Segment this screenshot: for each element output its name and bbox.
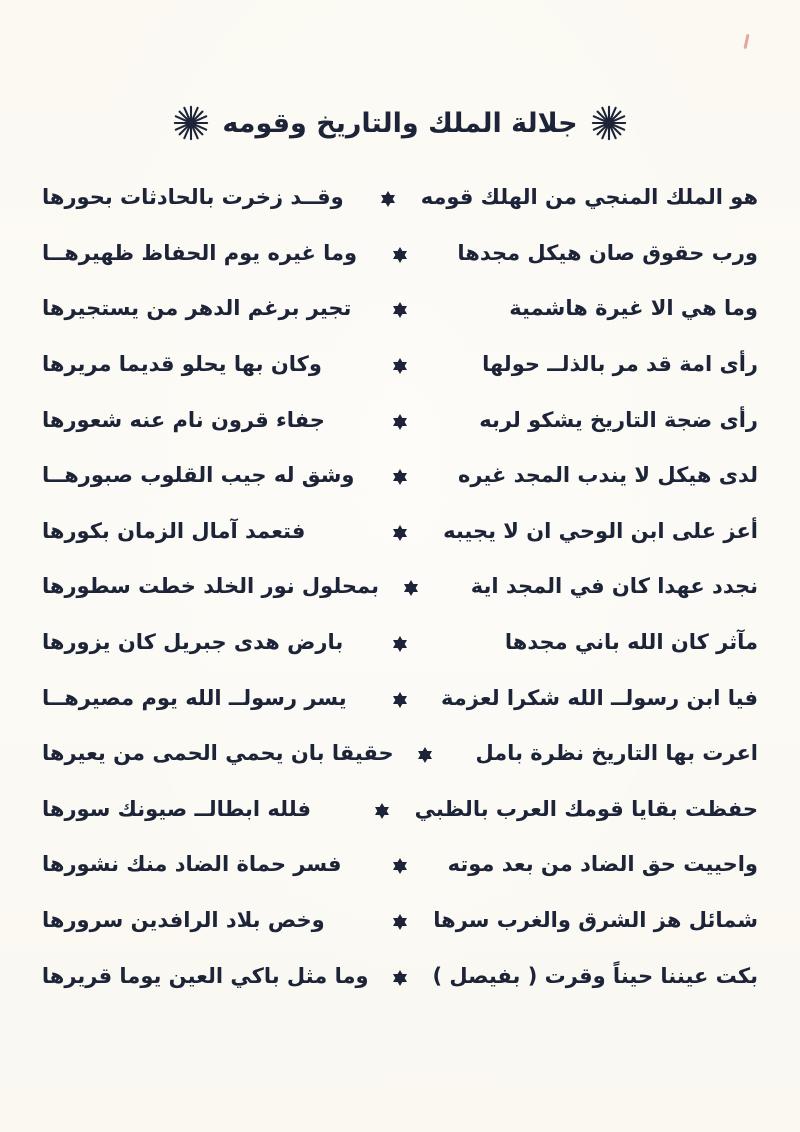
verse-separator-star-icon xyxy=(368,837,432,893)
verse-row xyxy=(42,670,758,726)
hemistich-right: نجدد عهدا كان في المجد اية xyxy=(470,574,758,599)
hemistich-right: رأى ضجة التاريخ يشكو لربه xyxy=(479,407,758,432)
rosette-asterisk-icon xyxy=(172,104,210,142)
hemistich-left: وكان بها يحلو قديما مريرها xyxy=(42,351,322,376)
verse-separator-star-icon xyxy=(368,670,432,726)
hemistich-right: فيا ابن رسولــ الله شكرا لعزمة xyxy=(441,685,758,710)
hemistich-right: وما هي الا غيرة هاشمية xyxy=(509,296,758,321)
hemistich-left: وخص بلاد الرافدين سرورها xyxy=(42,907,325,932)
hemistich-right: ورب حقوق صان هيكل مجدها xyxy=(457,240,758,265)
hemistich-right: شمائل هز الشرق والغرب سرها xyxy=(433,907,758,932)
hemistich-left: يسر رسولــ الله يوم مصيرهــا xyxy=(42,685,347,710)
hemistich-right: حفظت بقايا قومك العرب بالظبي xyxy=(414,796,758,821)
verse-separator-star-icon xyxy=(369,948,433,1004)
poem-header xyxy=(0,104,800,142)
verse-row xyxy=(42,948,758,1004)
hemistich-right: رأى امة قد مر بالذلــ حولها xyxy=(482,351,758,376)
verse-separator-star-icon xyxy=(379,559,443,615)
verse-row xyxy=(42,392,758,448)
hemistich-left: حقيقا بان يحمي الحمى من يعيرها xyxy=(42,741,394,766)
hemistich-left: وما غيره يوم الحفاظ ظهيرهــا xyxy=(42,240,358,265)
verse-separator-star-icon xyxy=(368,615,432,671)
verse-row xyxy=(42,281,758,337)
verse-row xyxy=(42,170,758,226)
hemistich-left: تجير برغم الدهر من يستجيرها xyxy=(42,296,352,321)
verse-row xyxy=(42,559,758,615)
hemistich-right: هو الملك المنجي من الهلك قومه xyxy=(420,185,758,210)
verse-separator-star-icon xyxy=(368,893,432,949)
verse-separator-star-icon xyxy=(368,392,432,448)
hemistich-right: أعز على ابن الوحي ان لا يجيبه xyxy=(443,518,758,543)
rosette-asterisk-icon xyxy=(590,104,628,142)
page-title: جلالة الملك والتاريخ وقومه xyxy=(222,107,578,139)
verse-row xyxy=(42,448,758,504)
verse-row xyxy=(42,726,758,782)
hemistich-left: بارض هدى جبريل كان يزورها xyxy=(42,629,344,654)
hemistich-left: فتعمد آمال الزمان بكورها xyxy=(42,518,306,543)
hemistich-right: اعرت بها التاريخ نظرة بامل xyxy=(475,741,758,766)
hemistich-right: بكت عيننا حيناً وقرت ( بفيصل ) xyxy=(432,963,758,988)
verse-row xyxy=(42,504,758,560)
hemistich-left: وقــد زخرت بالحادثات بحورها xyxy=(42,185,344,210)
verse-separator-star-icon xyxy=(368,448,432,504)
verse-row xyxy=(42,893,758,949)
hemistich-left: بمحلول نور الخلد خطت سطورها xyxy=(42,574,379,599)
verse-row xyxy=(42,782,758,838)
hemistich-right: واحييت حق الضاد من بعد موته xyxy=(447,852,758,877)
verse-separator-star-icon xyxy=(368,281,432,337)
hemistich-left: فلله ابطالــ صيونك سورها xyxy=(42,796,312,821)
poem-body xyxy=(42,170,758,1004)
verse-separator-star-icon xyxy=(368,226,432,282)
hemistich-right: لدى هيكل لا يندب المجد غيره xyxy=(457,463,758,488)
hemistich-right: مآثر كان الله باني مجدها xyxy=(504,629,758,654)
hemistich-left: فسر حماة الضاد منك نشورها xyxy=(42,852,342,877)
verse-separator-star-icon xyxy=(394,726,458,782)
verse-separator-star-icon xyxy=(351,782,415,838)
verse-row xyxy=(42,337,758,393)
verse-row xyxy=(42,615,758,671)
verse-separator-star-icon xyxy=(368,337,432,393)
red-pen-mark xyxy=(743,34,749,49)
verse-row xyxy=(42,226,758,282)
verse-separator-star-icon xyxy=(368,504,432,560)
verse-separator-star-icon xyxy=(357,170,421,226)
hemistich-left: وما مثل باكي العين يوما قريرها xyxy=(41,963,369,988)
verse-row xyxy=(42,837,758,893)
hemistich-left: جفاء قرون نام عنه شعورها xyxy=(42,407,325,432)
hemistich-left: وشق له جيب القلوب صبورهــا xyxy=(42,463,355,488)
